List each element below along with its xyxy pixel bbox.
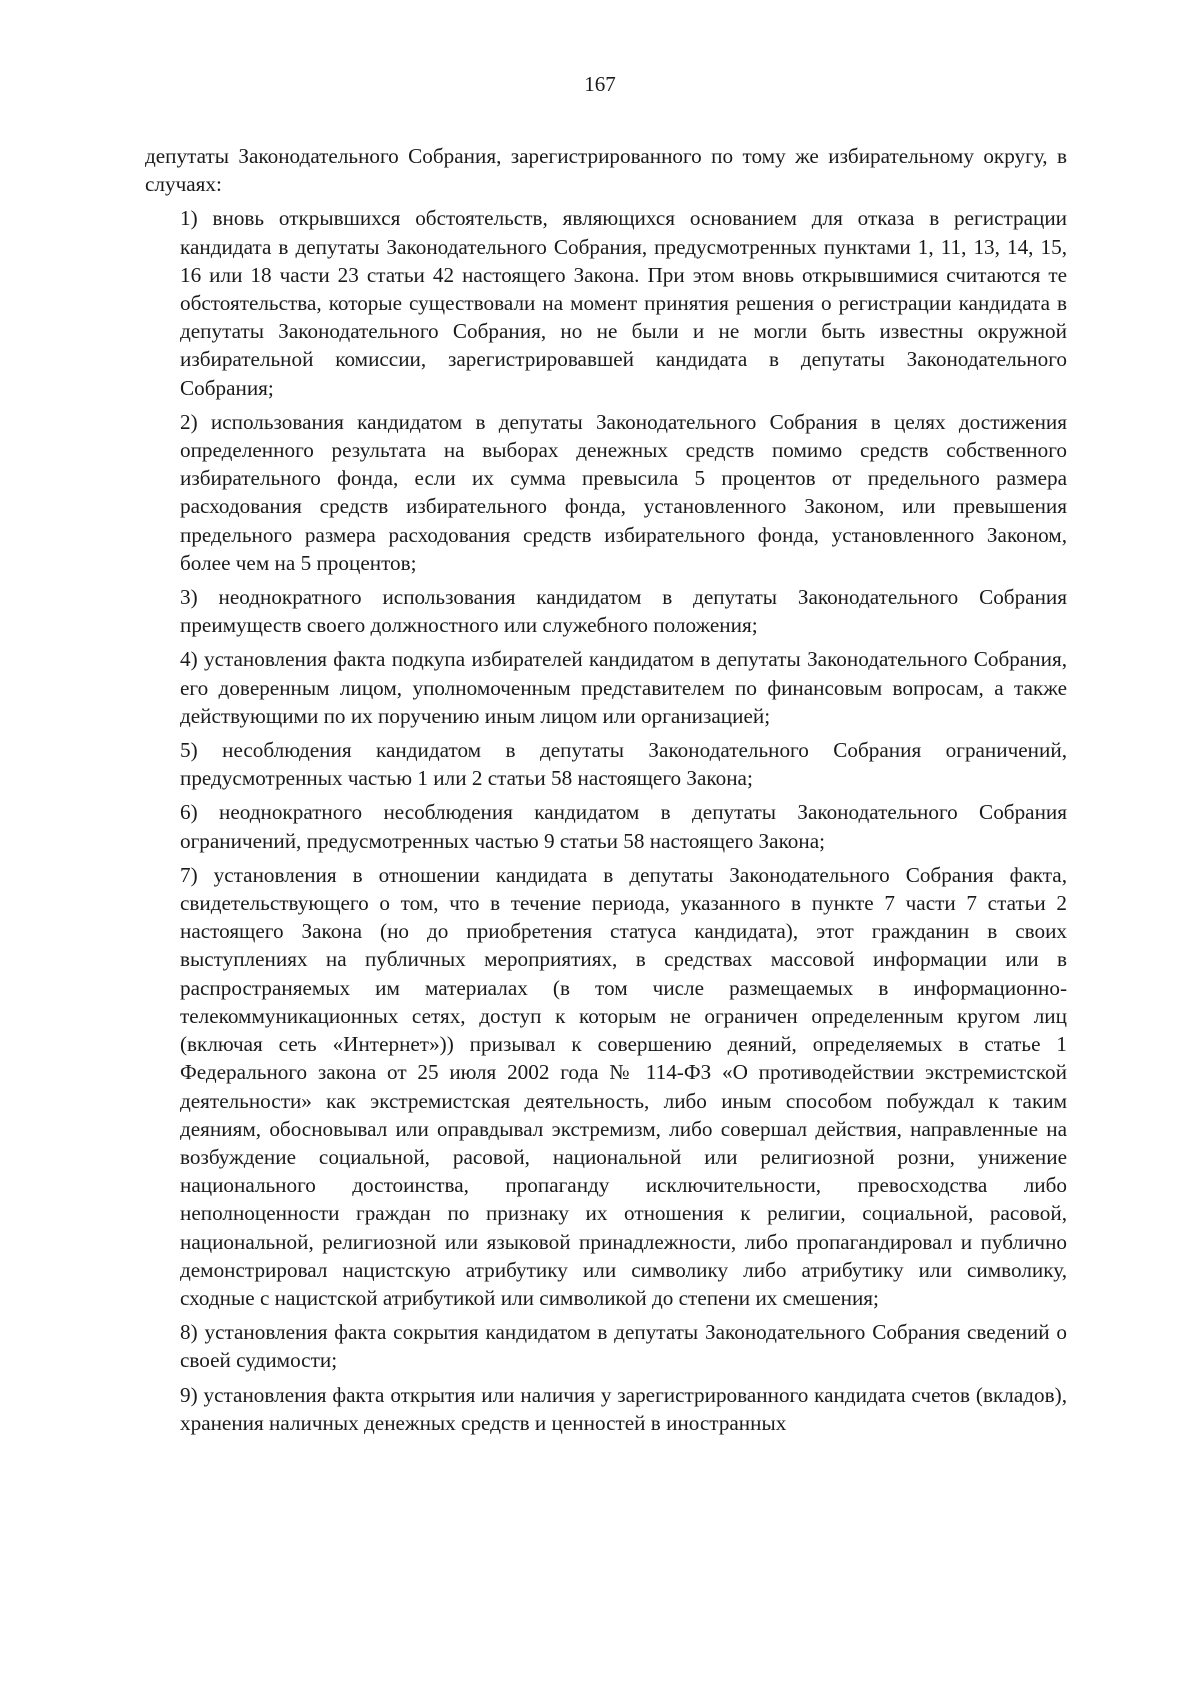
list-item-4: 4) установления факта подкупа избирателей кандидатом в депутаты Законодательного Собрания, его доверенным лицом, уполномоченным представителем по финансовым вопросам, а также действующими по их поручению иным лицом или организацией; (180, 647, 1067, 728)
list-item-9: 9) установления факта открытия или наличия у зарегистрированного кандидата счетов (вкладов), хранения наличных денежных средств и ценностей в иностранных (180, 1382, 1067, 1435)
page-number: 167 (584, 72, 616, 96)
list-item-8: 8) установления факта сокрытия кандидатом в депутаты Законодательного Собрания сведений о своей судимости; (180, 1320, 1067, 1373)
document-body (145, 142, 1067, 1443)
list-item-7: 7) установления в отношении кандидата в депутаты Законодательного Собрания факта, свидетельствующего о том, что в течение периода, указанного в пункте 7 части 7 статьи 2 настоящего Закона (но до приобретения статуса кандидата), этот гражданин в своих выступлениях на публичных мероприятиях, в средствах массовой информации или в распространяемых им материалах (в том числе размещаемых в информационно-телекоммуникационных сетях, доступ к которым не ограничен определенным кругом лиц (включая сеть «Интернет»)) призывал к совершению деяний, определяемых в статье 1 Федерального закона от 25 июля 2002 года № 114-ФЗ «О противодействии экстремистской деятельности» как экстремистская деятельность, либо иным способом побуждал к таким деяниям, обосновывал или оправдывал экстремизм, либо совершал действия, направленные на возбуждение социальной, расовой, национальной или религиозной розни, унижение национального достоинства, пропаганду исключительности, превосходства либо неполноценности граждан по признаку их отношения к религии, социальной, расовой, национальной, религиозной или языковой принадлежности, либо пропагандировал и публично демонстрировал нацистскую атрибутику или символику либо атрибутику или символику, сходные с нацистской атрибутикой или символикой до степени их смешения; (180, 862, 1067, 1310)
list-item-3: 3) неоднократного использования кандидатом в депутаты Законодательного Собрания преимуществ своего должностного или служебного положения; (180, 585, 1067, 638)
list-item-1: 1) вновь открывшихся обстоятельств, являющихся основанием для отказа в регистрации кандидата в депутаты Законодательного Собрания, предусмотренных пунктами 1, 11, 13, 14, 15, 16 или 18 части 23 статьи 42 настоящего Закона. При этом вновь открывшимися считаются те обстоятельства, которые существовали на момент принятия решения о регистрации кандидата в депутаты Законодательного Собрания, но не были и не могли быть известны окружной избирательной комиссии, зарегистрировавшей кандидата в депутаты Законодательного Собрания; (180, 206, 1067, 400)
list-item-5: 5) несоблюдения кандидатом в депутаты Законодательного Собрания ограничений, предусмотренных частью 1 или 2 статьи 58 настоящего Закона; (180, 738, 1067, 791)
intro-paragraph: депутаты Законодательного Собрания, зарегистрированного по тому же избирательному округу, в случаях: (145, 144, 1067, 197)
list-item-2: 2) использования кандидатом в депутаты Законодательного Собрания в целях достижения определенного результата на выборах денежных средств помимо средств собственного избирательного фонда, если их сумма превысила 5 процентов от предельного размера расходования средств избирательного фонда, установленного Законом, или превышения предельного размера расходования средств избирательного фонда, установленного Законом, более чем на 5 процентов; (180, 409, 1067, 575)
list-item-6: 6) неоднократного несоблюдения кандидатом в депутаты Законодательного Собрания ограничений, предусмотренных частью 9 статьи 58 настоящего Закона; (180, 800, 1067, 853)
